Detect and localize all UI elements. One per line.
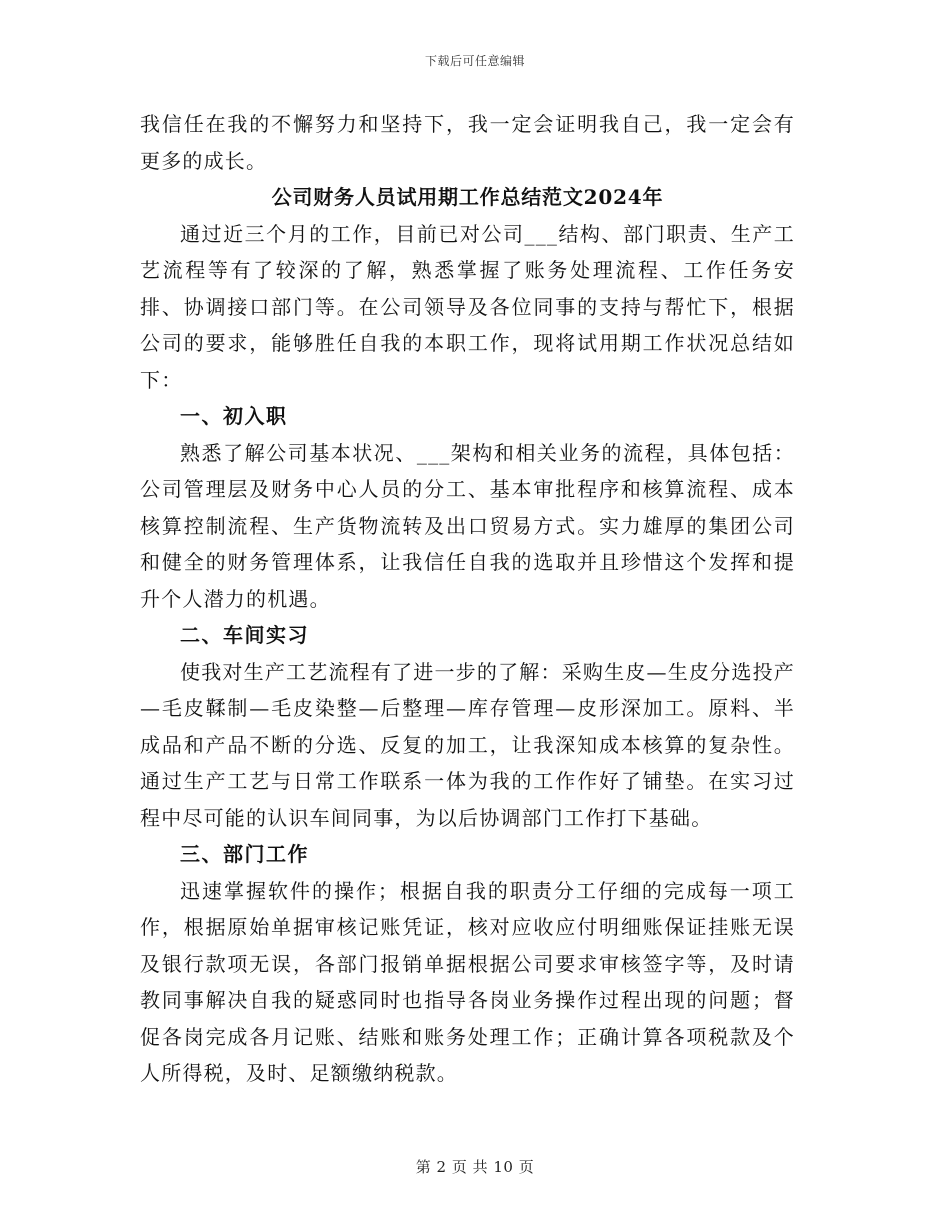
header-note: 下载后可任意编辑 — [424, 54, 525, 68]
document-title: 公司财务人员试用期工作总结范文2024年 — [271, 185, 664, 209]
section-heading-department-work: 三、部门工作 — [180, 842, 309, 866]
opening-paragraph: 通过近三个月的工作，目前已对公司___结构、部门职责、生产工艺流程等有了较深的了解，熟悉掌握了账务处理流程、工作任务安排、协调接口部门等。在公司领导及各位同事的支持与帮忙下，根据公司的要求，能够胜任自我的本职工作，现将试用期工作状况总结如下： — [140, 221, 795, 392]
section-heading-workshop-internship: 二、车间实习 — [180, 623, 309, 647]
page-number: 第 2 页 共 10 页 — [415, 1158, 535, 1176]
document-body — [140, 106, 795, 1092]
section-heading-onboarding: 一、初入职 — [180, 404, 288, 428]
intro-paragraph: 我信任在我的不懈努力和坚持下，我一定会证明我自己，我一定会有更多的成长。 — [140, 112, 795, 173]
section-text-department-work: 迅速掌握软件的操作；根据自我的职责分工仔细的完成每一项工作，根据原始单据审核记账凭证，核对应收应付明细账保证挂账无误及银行款项无误，各部门报销单据根据公司要求审核签字等，及时请教同事解决自我的疑惑同时也指导各岗业务操作过程出现的问题；督促各岗完成各月记账、结账和账务处理工作；正确计算各项税款及个人所得税，及时、足额缴纳税款。 — [140, 878, 795, 1085]
section-text-onboarding: 熟悉了解公司基本状况、___架构和相关业务的流程，具体包括：公司管理层及财务中心人员的分工、基本审批程序和核算流程、成本核算控制流程、生产货物流转及出口贸易方式。实力雄厚的集团公司和健全的财务管理体系，让我信任自我的选取并且珍惜这个发挥和提升个人潜力的机遇。 — [140, 440, 795, 611]
section-text-workshop-internship: 使我对生产工艺流程有了进一步的了解：采购生皮—生皮分选投产—毛皮鞣制—毛皮染整—后整理—库存管理—皮形深加工。原料、半成品和产品不断的分选、反复的加工，让我深知成本核算的复杂性。通过生产工艺与日常工作联系一体为我的工作作好了铺垫。在实习过程中尽可能的认识车间同事，为以后协调部门工作打下基础。 — [140, 659, 795, 830]
